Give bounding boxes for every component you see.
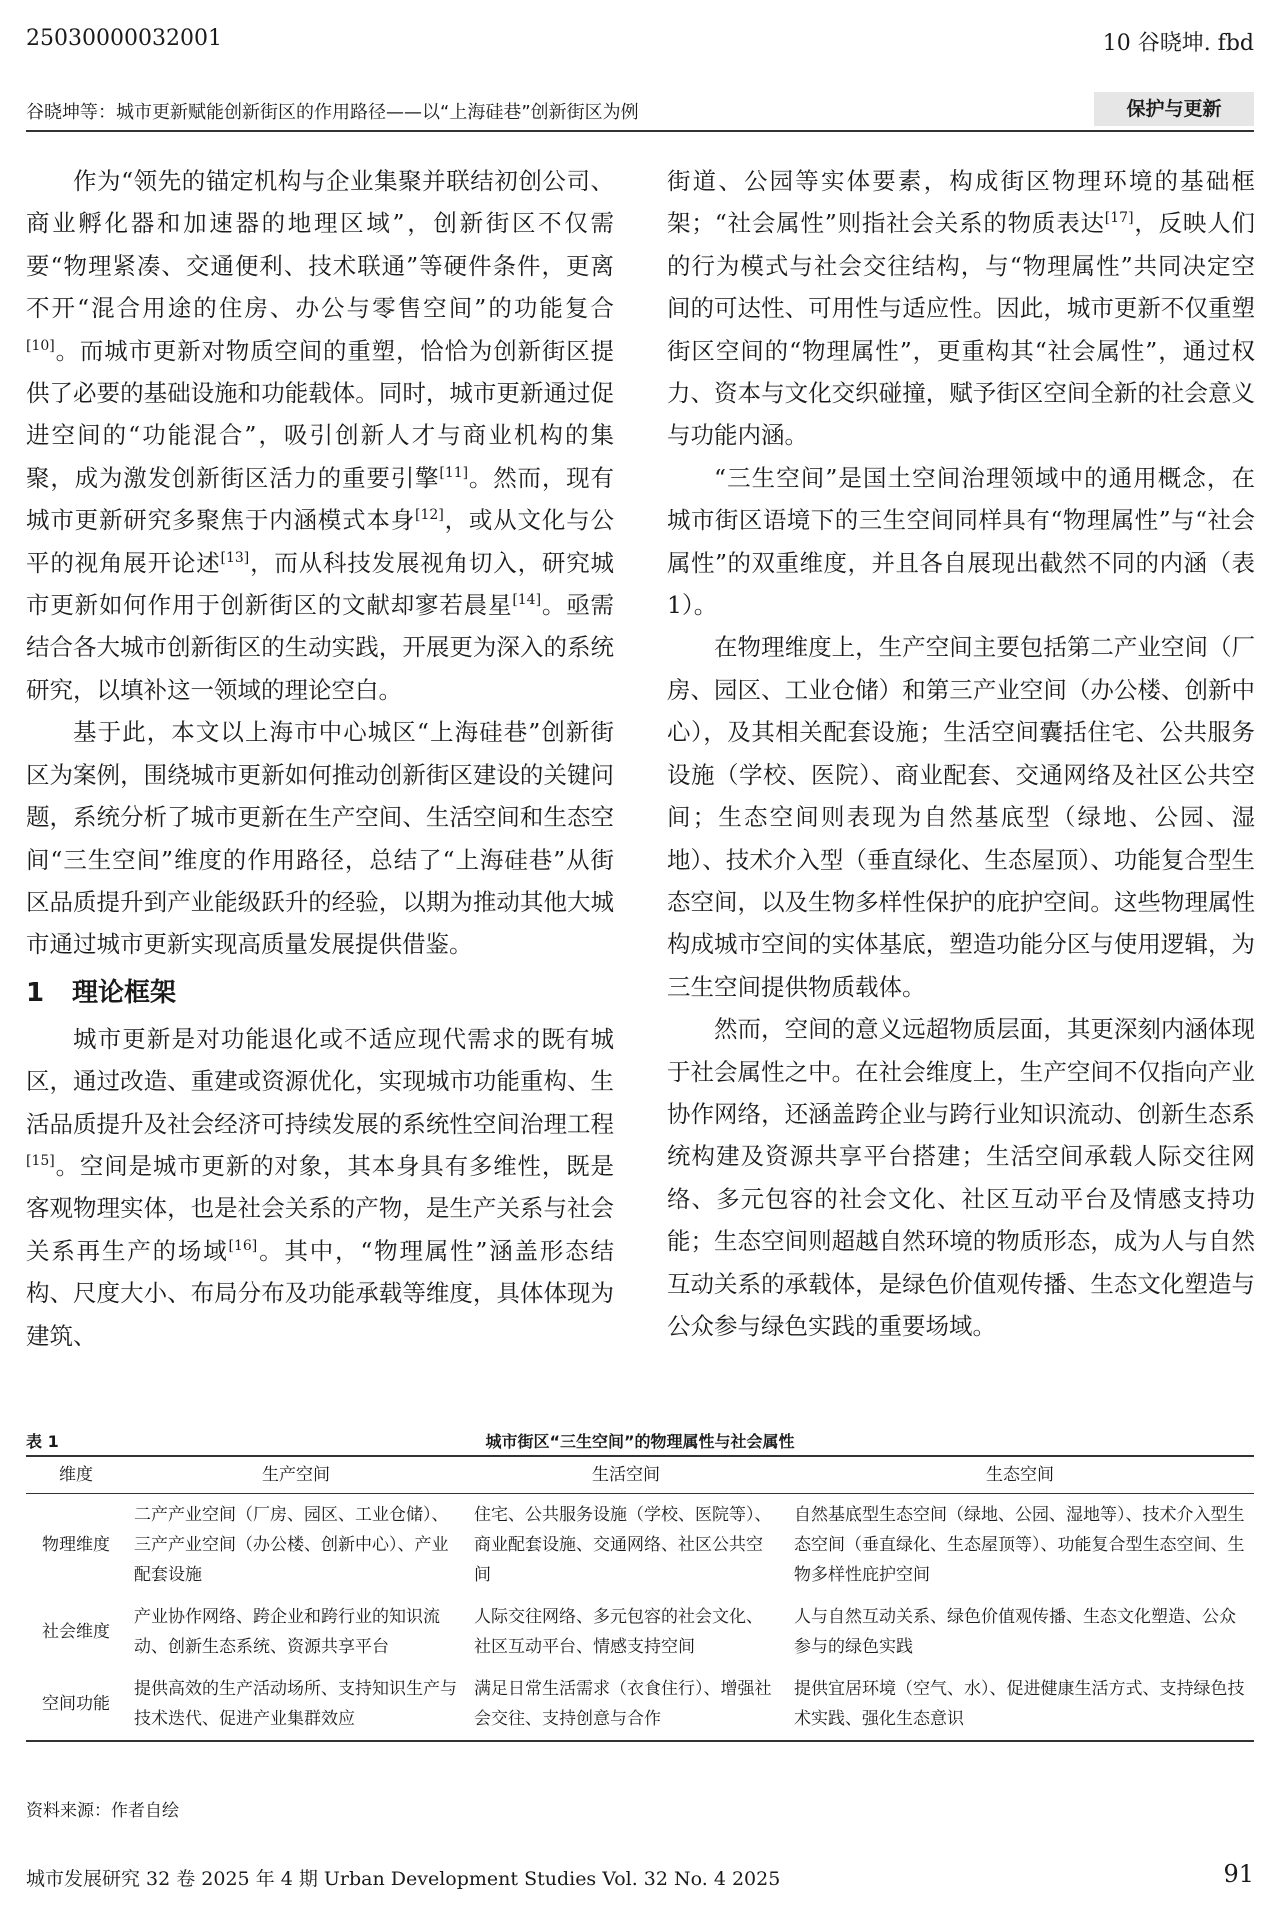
running-title [26, 98, 639, 124]
paragraph: 然而，空间的意义远超物质层面，其更深刻内涵体现于社会属性之中。在社会维度上，生产空间不仅指向产业协作网络，还涵盖跨企业与跨行业知识流动、创新生态系统构建及资源共享平台搭建；生活空间承载人际交往网络、多元包容的社会文化、社区互动平台及情感支持功能；生态空间则超越自然环境的物质形态，成为人与自然互动关系的承载体，是绿色价值观传播、生态文化塑造与公众参与绿色实践的重要场域。 [667, 1015, 1255, 1340]
citation: [11] [439, 465, 469, 482]
table-header: 生活空间 [592, 1465, 660, 1485]
sansheng-table [26, 1455, 1254, 1742]
left-column [26, 160, 614, 1357]
table-cell: 二产产业空间（厂房、园区、工业仓储）、三产产业空间（办公楼、创新中心）、产业配套设施 [134, 1505, 449, 1585]
table-cell: 社会维度 [42, 1622, 110, 1642]
table-header: 生产空间 [262, 1465, 330, 1485]
table-cell: 提供高效的生产活动场所、支持知识生产与技术迭代、促进产业集群效应 [134, 1679, 457, 1729]
table-cell: 人与自然互动关系、绿色价值观传播、生态文化塑造、公众参与的绿色实践 [794, 1607, 1236, 1657]
citation: [14] [512, 592, 542, 609]
table-header-row [26, 1456, 1254, 1494]
paragraph: 街道、公园等实体要素，构成街区物理环境的基础框架；“社会属性”则指社会关系的物质表达[17]，反映人们的行为模式与社会交往结构，与“物理属性”共同决定空间的可达性、可用性与适应性。因此，城市更新不仅重塑街区空间的“物理属性”，更重构其“社会属性”，通过权力、资本与文化交织碰撞，赋予街区空间全新的社会意义与功能内涵。 [667, 167, 1256, 450]
table-caption [26, 1425, 1254, 1453]
paragraph: “三生空间”是国土空间治理领域中的通用概念，在城市街区语境下的三生空间同样具有“物理属性”与“社会属性”的双重维度，并且各自展现出截然不同的内涵（表 1）。 [667, 463, 1255, 620]
section-number: 1 [26, 977, 45, 1008]
table-cell: 产业协作网络、跨企业和跨行业的知识流动、创新生态系统、资源共享平台 [134, 1607, 440, 1657]
table-header: 维度 [59, 1465, 93, 1485]
section-heading [26, 972, 614, 1014]
citation: [13] [220, 549, 250, 566]
page-footer [26, 1860, 1254, 1890]
section-tag: 保护与更新 [1094, 92, 1254, 126]
citation: [12] [415, 507, 444, 524]
table-row [26, 1494, 1254, 1597]
table-source: 资料来源：作者自绘 [26, 1801, 179, 1821]
running-authors: 谷晓坤等： [26, 102, 116, 123]
citation: [15] [26, 1153, 55, 1170]
citation: [17] [1104, 210, 1134, 227]
table-cell: 自然基底型生态空间（绿地、公园、湿地等）、技术介入型生态空间（垂直绿化、生态屋顶等）、功能复合型生态空间、生物多样性庇护空间 [794, 1505, 1245, 1585]
table-cell: 物理维度 [42, 1535, 110, 1555]
running-title-text: 城市更新赋能创新街区的作用路径——以“上海硅巷”创新街区为例 [116, 102, 639, 123]
table-title: 城市街区“三生空间”的物理属性与社会属性 [485, 1432, 795, 1451]
table-cell: 住宅、公共服务设施（学校、医院等）、商业配套设施、交通网络、社区公共空间 [474, 1505, 772, 1585]
print-header [26, 26, 1254, 56]
doc-id: 25030000032001 [26, 26, 222, 51]
journal-info: 城市发展研究 32 卷 2025 年 4 期 Urban Development Studies Vol. 32 No. 4 2025 [26, 1868, 781, 1890]
running-head [26, 92, 1254, 132]
paragraph: 城市更新是对功能退化或不适应现代需求的既有城区，通过改造、重建或资源优化，实现城市功能重构、生活品质提升及社会经济可持续发展的系统性空间治理工程[15]。空间是城市更新的对象，其本身具有多维性，既是客观物理实体，也是社会关系的产物，是生产关系与社会关系再生产的场域[16]。其中，“物理属性”涵盖形态结构、尺度大小、布局分布及功能承载等维度，具体体现为建筑、 [26, 1024, 615, 1350]
file-name: 10 谷晓坤. fbd [1102, 31, 1254, 56]
table-cell: 满足日常生活需求（衣食住行）、增强社会交往、支持创意与合作 [474, 1679, 772, 1729]
page-number: 91 [1223, 1860, 1254, 1888]
table-cell: 人际交往网络、多元包容的社会文化、社区互动平台、情感支持空间 [474, 1607, 763, 1657]
citation: [16] [228, 1237, 258, 1254]
citation: [10] [26, 337, 55, 354]
table-label: 表 1 [26, 1432, 59, 1451]
section-title: 理论框架 [72, 977, 177, 1008]
table-header: 生态空间 [986, 1465, 1054, 1485]
right-column [667, 160, 1255, 1347]
table-cell: 提供宜居环境（空气、水）、促进健康生活方式、支持绿色技术实践、强化生态意识 [794, 1679, 1245, 1729]
table-row [26, 1596, 1254, 1668]
paragraph: 在物理维度上，生产空间主要包括第二产业空间（厂房、园区、工业仓储）和第三产业空间（办公楼、创新中心），及其相关配套设施；生活空间囊括住宅、公共服务设施（学校、医院）、商业配套、交通网络及社区公共空间；生态空间则表现为自然基底型（绿地、公园、湿地）、技术介入型（垂直绿化、生态屋顶）、功能复合型生态空间，以及生物多样性保护的庇护空间。这些物理属性构成城市空间的实体基底，塑造功能分区与使用逻辑，为三生空间提供物质载体。 [667, 633, 1255, 1001]
paragraph: 作为“领先的锚定机构与企业集聚并联结初创公司、商业孵化器和加速器的地理区域”，创新街区不仅需要“物理紧凑、交通便利、技术联通”等硬件条件，更离不开“混合用途的住房、办公与零售空间”的功能复合[10]。而城市更新对物质空间的重塑，恰恰为创新街区提供了必要的基础设施和功能载体。同时，城市更新通过促进空间的“功能混合”，吸引创新人才与商业机构的集聚，成为激发创新街区活力的重要引擎[11]。然而，现有城市更新研究多聚焦于内涵模式本身[12]，或从文化与公平的视角展开论述[13]，而从科技发展视角切入，研究城市更新如何作用于创新街区的文献却寥若晨星[14]。亟需结合各大城市创新街区的生动实践，开展更为深入的系统研究，以填补这一领域的理论空白。 [26, 167, 615, 704]
table-row [26, 1668, 1254, 1741]
table-cell: 空间功能 [42, 1694, 110, 1714]
paragraph: 基于此，本文以上海市中心城区“上海硅巷”创新街区为案例，围绕城市更新如何推动创新街区建设的关键问题，系统分析了城市更新在生产空间、生活空间和生态空间“三生空间”维度的作用路径，总结了“上海硅巷”从街区品质提升到产业能级跃升的经验，以期为推动其他大城市通过城市更新实现高质量发展提供借鉴。 [26, 718, 614, 959]
